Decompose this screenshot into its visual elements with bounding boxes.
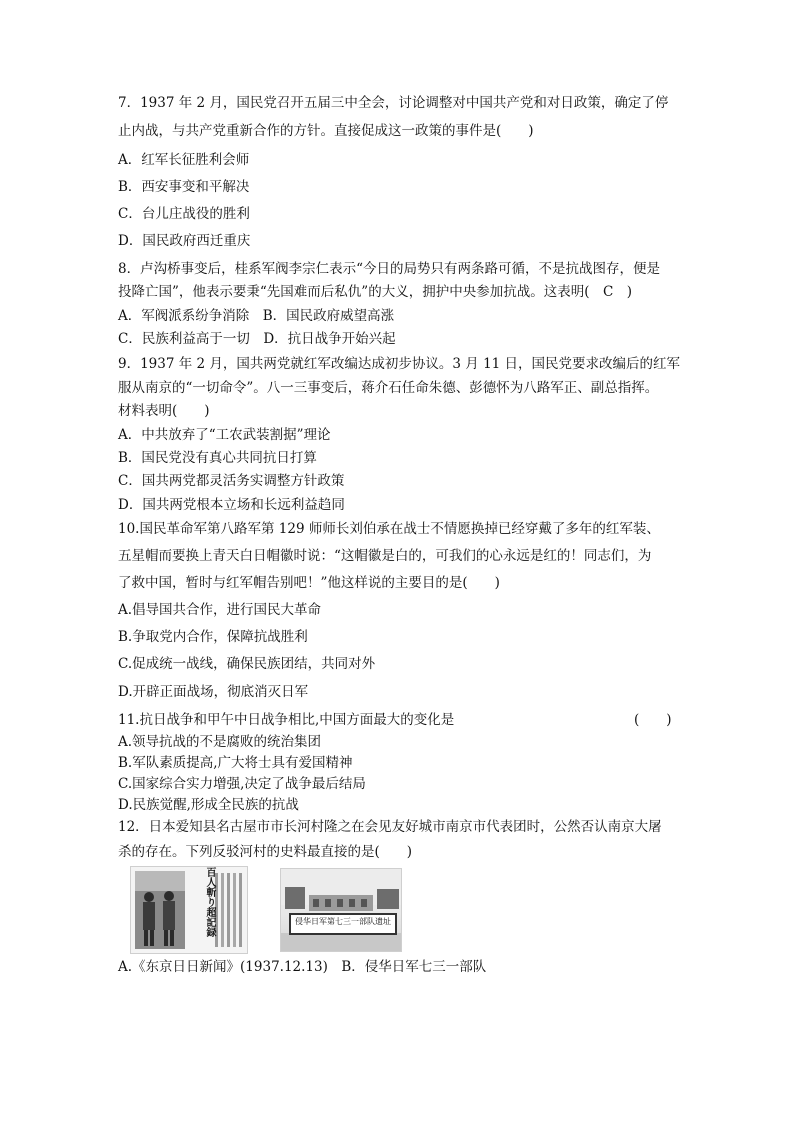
q12-stem-line1: 12．日本爱知县名古屋市市长河村隆之在会见友好城市南京市代表团时，公然否认南京大屠: [118, 819, 662, 835]
q8-stem-line1: 8．卢沟桥事变后，桂系军阀李宗仁表示“今日的局势只有两条路可循，不是抗战图存，便是: [118, 261, 660, 277]
q10-option-b: B.争取党内合作，保障抗战胜利: [118, 629, 308, 645]
q11-option-a: A.领导抗战的不是腐败的统治集团: [118, 734, 322, 750]
q10-stem-line3: 了救中国，暂时与红军帽告别吧！”他这样说的主要目的是( ): [118, 575, 500, 591]
q9-stem-line1: 9．1937 年 2 月，国共两党就红军改编达成初步协议。3 月 11 日，国民党要求改编后的红军: [118, 356, 681, 372]
q9-option-a: A．中共放弃了“工农武装割据”理论: [118, 427, 331, 443]
q7-stem-line2: 止内战，与共产党重新合作的方针。直接促成这一政策的事件是( ): [118, 123, 534, 139]
q10-stem-line1: 10.国民革命军第八路军第 129 师师长刘伯承在战士不情愿换掉已经穿戴了多年的红军装、: [118, 521, 660, 537]
q9-option-c: C．国共两党都灵活务实调整方针政策: [118, 473, 345, 489]
q11-answer-paren: ( ): [634, 712, 672, 728]
q12-stem-line2: 杀的存在。下列反驳河村的史料最直接的是( ): [118, 844, 413, 860]
q7-stem-line1: 7．1937 年 2 月，国民党召开五届三中全会，讨论调整对中国共产党和对日政策，确定了停: [118, 95, 669, 111]
q12-options: A.《东京日日新闻》(1937.12.13) B．侵华日军七三一部队: [118, 959, 487, 975]
unit731-site-graphic: [281, 869, 401, 951]
newspaper-headline: 百人斬り超記録: [204, 867, 215, 937]
unit731-site-photo: [280, 868, 402, 952]
q8-options-cd: C．民族利益高于一切 D．抗日战争开始兴起: [118, 331, 396, 347]
q7-option-b: B．西安事变和平解决: [118, 179, 250, 195]
q8-stem-line2: 投降亡国”，他表示要秉“先国难而后私仇”的大义，拥护中央参加抗战。这表明( C ): [118, 284, 633, 300]
q7-option-c: C．台儿庄战役的胜利: [118, 206, 250, 222]
q11-option-d: D.民族觉醒,形成全民族的抗战: [118, 797, 299, 813]
q10-option-c: C.促成统一战线，确保民族团结，共同对外: [118, 656, 376, 672]
q9-stem-line3: 材料表明( ): [118, 403, 210, 419]
newspaper-photo: [130, 866, 248, 954]
q11-option-b: B.军队素质提高,广大将士具有爱国精神: [118, 755, 353, 771]
q9-stem-line2: 服从南京的“一切命令”。八一三事变后，蒋介石任命朱德、彭德怀为八路军正、副总指挥。: [118, 380, 659, 396]
q10-stem-line2: 五星帽而要换上青天白日帽徽时说：“这帽徽是白的，可我们的心永远是红的！同志们，为: [118, 548, 652, 564]
q8-options-ab: A．军阀派系纷争消除 B．国民政府威望高涨: [118, 308, 395, 324]
q7-option-d: D．国民政府西迁重庆: [118, 233, 251, 249]
q11-stem: 11.抗日战争和甲午中日战争相比,中国方面最大的变化是: [118, 712, 455, 728]
q10-option-d: D.开辟正面战场，彻底消灭日军: [118, 684, 309, 700]
q9-option-d: D．国共两党根本立场和长远利益趋同: [118, 497, 345, 513]
q11-option-c: C.国家综合实力增强,决定了战争最后结局: [118, 776, 366, 792]
q9-option-b: B．国民党没有真心共同抗日打算: [118, 450, 317, 466]
q10-option-a: A.倡导国共合作，进行国民大革命: [118, 602, 322, 618]
unit731-sign: 侵华日军第七三一部队遗址: [289, 913, 397, 935]
q7-option-a: A．红军长征胜利会师: [118, 152, 250, 168]
